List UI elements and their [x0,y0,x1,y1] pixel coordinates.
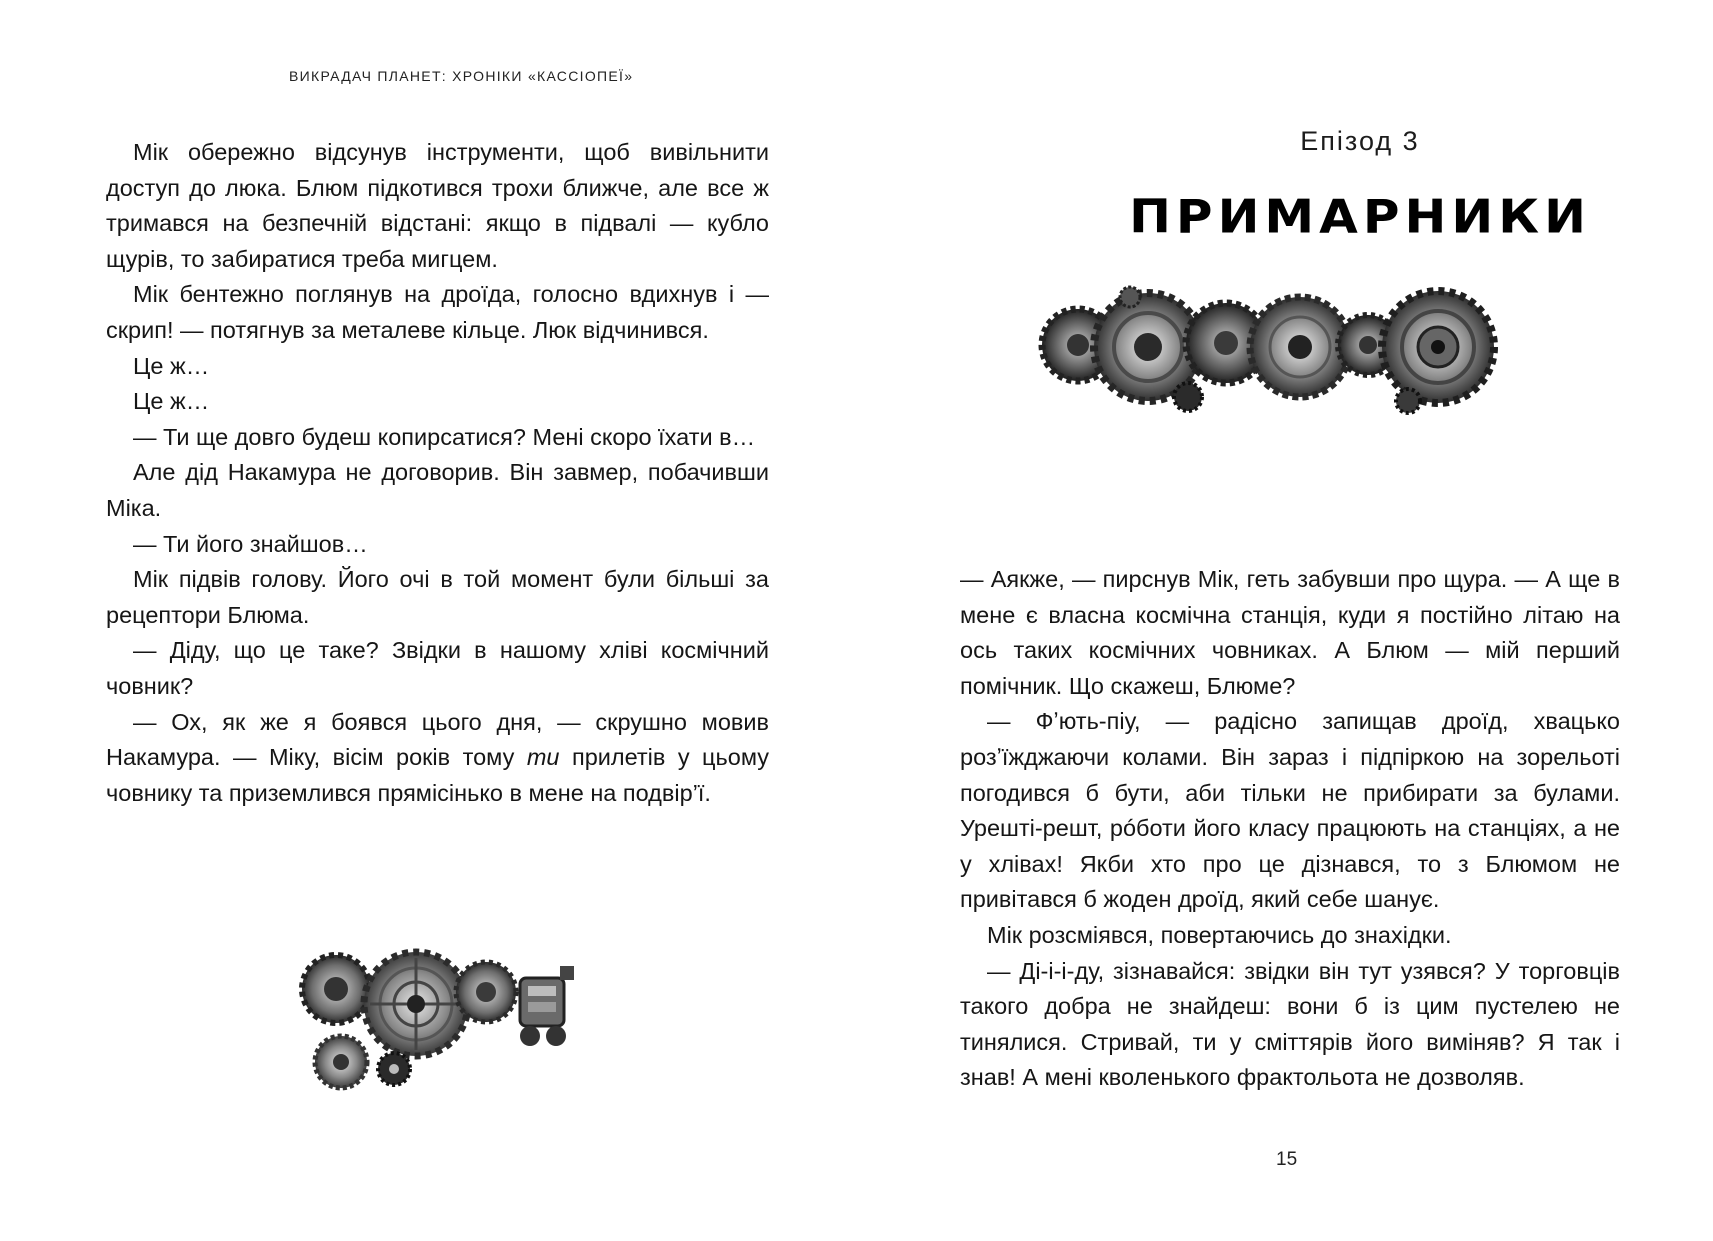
paragraph: — Фʼють-піу, — радісно запищав дроїд, хвацько розʼїжджаючи колами. Він зараз і підпіркою на зорельоті погодився б бути, аби тільки не прибирати за булами. Урешті-решт, рóботи його класу працюють на станціях, а не у хлівах! Якби хто про це дізнався, то з Блюмом не привітався б жоден дроїд, який себе шанує. [960,708,1620,913]
gear-icon [1382,291,1494,403]
episode-label: Епізод 3 [1300,126,1420,156]
gear-machine-illustration [296,944,586,1094]
paragraph: Це ж… [133,388,210,415]
cart-icon [520,966,574,1046]
gear-icon [302,955,370,1023]
paragraph [106,705,769,812]
gear-icon [456,962,516,1022]
paragraph: Мік обережно відсунув інструменти, щоб вивільнити доступ до люка. Блюм підкотився трохи ближче, але все ж тримався на безпечній відстані: якщо в підвалі — кубло щурів, то забиратися треба мигцем. [106,139,769,272]
paragraph: Мік бентежно поглянув на дроїда, голосно вдихнув і — скрип! — потягнув за металеве кільце. Люк відчинився. [106,281,769,343]
paragraph: — Діду, що це таке? Звідки в нашому хліві космічний човник? [106,637,769,699]
paragraph: — Аякже, — пирснув Мік, геть забувши про щура. — А ще в мене є власна космічна станція, куди я постійно літаю на ось таких космічних човниках. А Блюм — мій перший помічник. Що скажеш, Блюме? [960,566,1620,699]
paragraph: Мік підвів голову. Його очі в той момент були більші за рецептори Блюма. [106,566,769,628]
gear-icon [1396,389,1420,413]
left-page-text [106,135,769,811]
paragraph: Це ж… [133,352,210,379]
paragraph-part: — Ох, як же я боявся цього дня, — скрушно мовив Накамура. — Міку, вісім років тому [106,708,769,771]
gear-icon [315,1036,367,1088]
left-page [0,0,856,1241]
paragraph: — Ти його знайшов… [133,530,368,557]
paragraph: Мік розсміявся, повертаючись до знахідки. [987,921,1452,948]
running-head: ВИКРАДАЧ ПЛАНЕТ: ХРОНІКИ «КАССІОПЕЇ» [289,68,634,84]
right-page-text [960,562,1620,1096]
gear-icon [1120,287,1140,307]
gear-icon [364,952,468,1056]
emphasis-text: ти [526,744,560,771]
chapter-title: ПРИМАРНИКИ [1129,190,1591,244]
paragraph: — Ти ще довго будеш копирсатися? Мені скоро їхати в… [133,423,756,450]
paragraph: — Ді-і-і-ду, зізнавайся: звідки він тут узявся? У торговців такого добра не знайдеш: вони б із цим пустелею не тинялися. Стривай, ти у сміттярів його виміняв? Я так і знав! А мені кволенького фрактольота не дозволяв. [960,957,1620,1091]
paragraph: Але дід Накамура не договорив. Він завмер, побачивши Міка. [106,459,769,521]
paragraph-part: прилетів у цьому човнику та приземлився прямісінько в мене на подвір’ї. [106,744,770,806]
gear-icon [1174,383,1202,411]
gear-cluster-illustration [1038,285,1503,415]
page-number: 15 [1276,1149,1298,1170]
gear-icon [1250,297,1350,397]
gear-icon [378,1053,410,1085]
